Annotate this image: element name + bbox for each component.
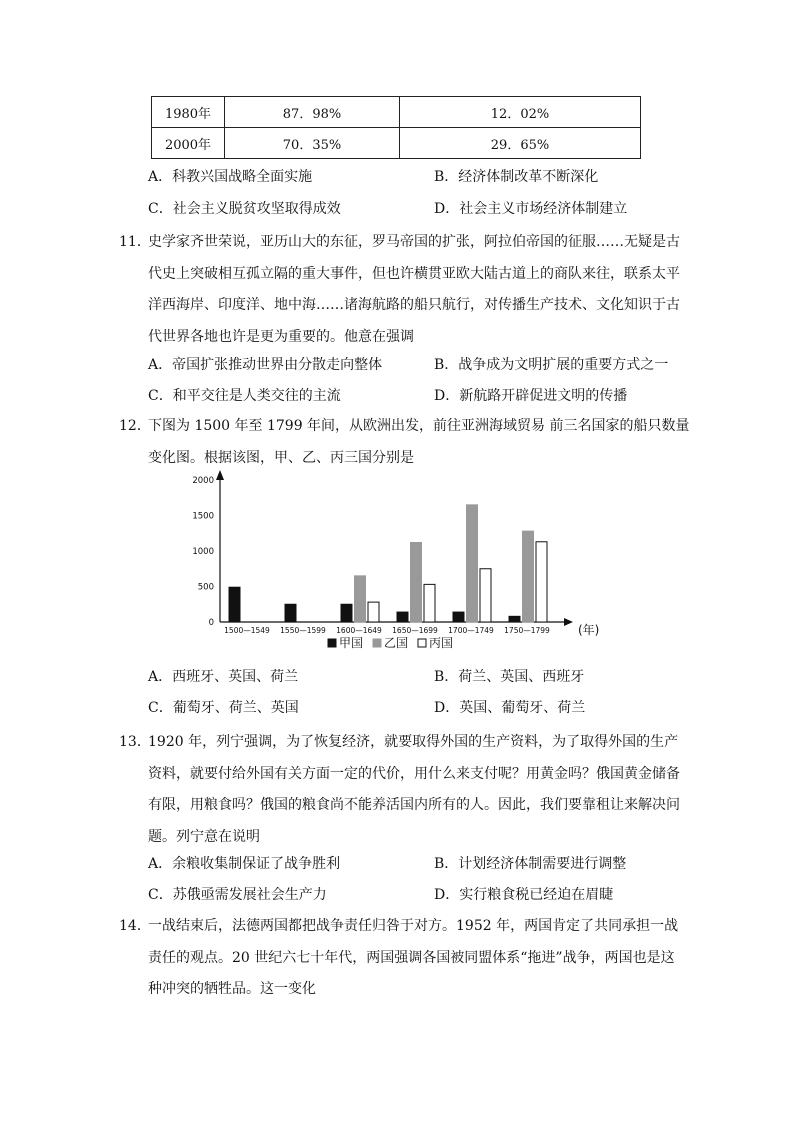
- question-line: 有限，用粮食吗？俄国的粮食尚不能养活国内所有的人。因此，我们要靠租让来解决问: [148, 797, 680, 813]
- question-line: 种冲突的牺牲品。这一变化: [148, 981, 316, 997]
- x-tick-label: 1500—1549: [224, 626, 270, 635]
- bar-jia: [509, 616, 520, 622]
- x-tick-label: 1650—1699: [392, 626, 438, 635]
- table-cell-a: 87．98%: [225, 97, 400, 128]
- q13-option-d[interactable]: D．实行粮食税已经迫在眉睫: [434, 887, 614, 903]
- bar-jia: [341, 604, 352, 622]
- question-11: [119, 227, 679, 353]
- x-axis-label: (年): [578, 623, 600, 637]
- q13-option-a[interactable]: A．余粮收集制保证了战争胜利: [148, 856, 341, 872]
- question-line: 资料，就要付给外国有关方面一定的代价，用什么来支付呢？用黄金吗？俄国黄金储备: [148, 765, 680, 782]
- question-line: 洋西海岸、印度洋、地中海……诸海航路的船只航行，对传播生产技术、文化知识于古: [148, 297, 680, 313]
- legend-bing-label: 丙国: [429, 636, 454, 650]
- legend-jia-swatch: [328, 639, 336, 647]
- q11-option-c[interactable]: C．和平交往是人类交往的主流: [148, 388, 341, 404]
- table-row: [152, 97, 641, 128]
- ship-count-chart: [186, 470, 616, 665]
- question-line: 责任的观点。20 世纪六七十年代，两国强调各国被同盟体系“拖进”战争，两国也是这: [148, 949, 675, 966]
- ratio-table: [151, 96, 641, 159]
- table-cell-year: 2000年: [152, 128, 225, 159]
- question-line: 下图为 1500 年至 1799 年间，从欧洲出发，前往亚洲海域贸易 前三名国家的船只数量: [148, 418, 690, 434]
- x-tick-label: 1700—1749: [448, 626, 494, 635]
- legend-bing-swatch: [418, 639, 426, 647]
- q12-option-d[interactable]: D．英国、葡萄牙、荷兰: [434, 700, 586, 716]
- legend-jia-label: 甲国: [339, 636, 364, 650]
- question-line: 一战结束后，法德两国都把战争责任归咎于对方。1952 年，两国肯定了共同承担一战: [148, 918, 679, 934]
- x-tick-label: 1550—1599: [280, 626, 326, 635]
- legend-yi-swatch: [373, 639, 381, 647]
- bar-jia: [397, 612, 408, 622]
- x-tick-label: 1600—1649: [336, 626, 382, 635]
- bar-jia: [453, 612, 464, 622]
- question-number: 14．: [119, 918, 151, 934]
- bar-bing: [480, 569, 491, 622]
- x-tick-label: 1750—1799: [504, 626, 550, 635]
- y-tick-label: 1000: [192, 547, 214, 557]
- y-tick-label: 0: [208, 618, 214, 628]
- question-number: 13．: [119, 734, 151, 750]
- table-cell-b: 29．65%: [400, 128, 641, 159]
- table-cell-b: 12．02%: [400, 97, 641, 128]
- y-tick-label: 2000: [192, 476, 214, 486]
- question-line: 题。列宁意在说明: [148, 828, 260, 845]
- x-axis-arrow: [564, 618, 573, 626]
- question-number: 12．: [119, 418, 151, 434]
- question-line: 变化图。根据该图，甲、乙、丙三国分别是: [148, 449, 414, 466]
- bar-bing: [368, 602, 379, 622]
- y-axis-arrow: [216, 470, 224, 480]
- bar-bing: [424, 584, 435, 622]
- bar-jia: [229, 587, 240, 622]
- q10-option-c[interactable]: C．社会主义脱贫攻坚取得成效: [148, 201, 341, 217]
- question-14: [119, 911, 679, 1006]
- question-number: 11．: [119, 234, 151, 250]
- question-12: [119, 411, 690, 474]
- q12-option-c[interactable]: C．葡萄牙、荷兰、英国: [148, 700, 299, 716]
- question-line: 代史上突破相互孤立隔的重大事件，但也许横贯亚欧大陆古道上的商队来往，联系太平: [148, 265, 680, 282]
- q11-option-d[interactable]: D．新航路开辟促进文明的传播: [434, 388, 628, 404]
- q13-option-c[interactable]: C．苏俄亟需发展社会生产力: [148, 887, 327, 903]
- table-cell-year: 1980年: [152, 97, 225, 128]
- bar-chart: [186, 470, 616, 665]
- q12-option-b[interactable]: B．荷兰、英国、西班牙: [434, 669, 585, 685]
- q13-option-b[interactable]: B．计划经济体制需要进行调整: [434, 856, 627, 872]
- bar-yi: [523, 531, 534, 622]
- question-line: 1920 年，列宁强调，为了恢复经济，就要取得外国的生产资料，为了取得外国的生产: [148, 734, 679, 750]
- bar-yi: [355, 576, 366, 622]
- question-13: [119, 727, 679, 853]
- q10-option-a[interactable]: A．科教兴国战略全面实施: [148, 169, 313, 185]
- q11-option-a[interactable]: A．帝国扩张推动世界由分散走向整体: [148, 357, 383, 373]
- legend-yi-label: 乙国: [384, 636, 409, 650]
- q11-option-b[interactable]: B．战争成为文明扩展的重要方式之一: [434, 357, 669, 373]
- bar-bing: [536, 542, 547, 622]
- bar-jia: [285, 604, 296, 622]
- table-row: [152, 128, 641, 159]
- question-line: 代世界各地也许是更为重要的。他意在强调: [148, 328, 414, 345]
- q10-option-b[interactable]: B．经济体制改革不断深化: [434, 169, 599, 185]
- bar-yi: [467, 505, 478, 622]
- q10-option-d[interactable]: D．社会主义市场经济体制建立: [434, 201, 628, 217]
- y-tick-label: 1500: [192, 511, 214, 522]
- q12-option-a[interactable]: A．西班牙、英国、荷兰: [148, 669, 299, 685]
- bar-yi: [411, 542, 422, 622]
- table-cell-a: 70．35%: [225, 128, 400, 159]
- question-line: 史学家齐世荣说，亚历山大的东征，罗马帝国的扩张，阿拉伯帝国的征服……无疑是古: [148, 234, 680, 250]
- y-tick-label: 500: [197, 582, 214, 593]
